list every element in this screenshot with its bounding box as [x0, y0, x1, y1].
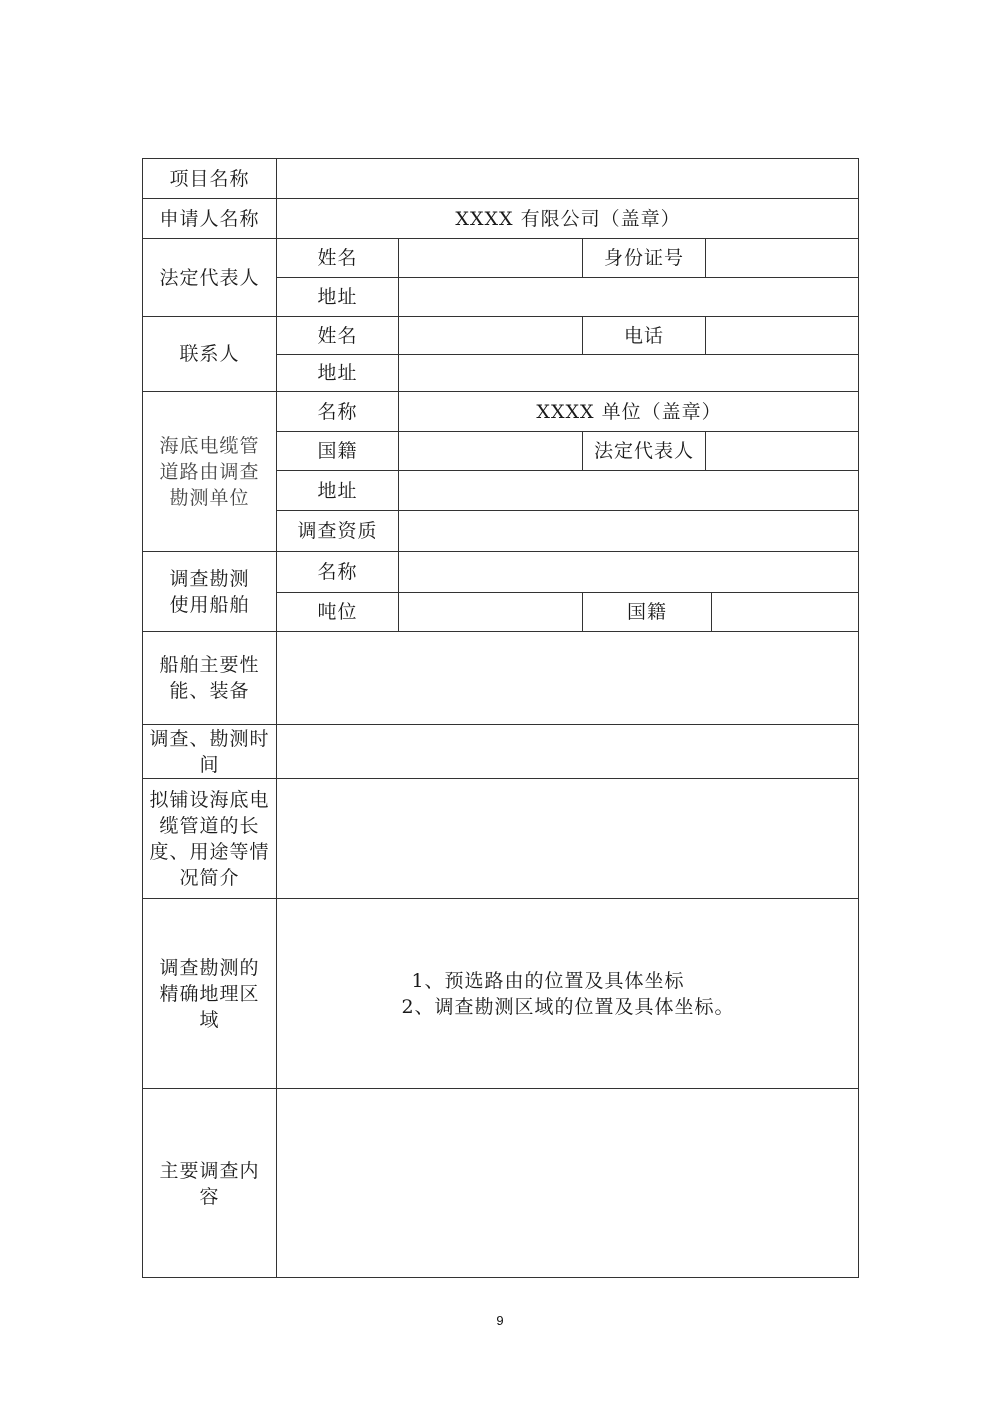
page-number: 9	[496, 1313, 504, 1328]
survey-unit-nationality-label: 国籍	[277, 432, 399, 471]
contact-name-label: 姓名	[277, 317, 399, 355]
survey-time-label: 调查、勘测时间	[143, 725, 277, 779]
legal-rep-address-field[interactable]	[399, 278, 859, 317]
legal-rep-label: 法定代表人	[143, 239, 277, 317]
survey-unit-legal-rep-field[interactable]	[706, 432, 859, 471]
main-content-label: 主要调查内容	[143, 1089, 277, 1278]
survey-unit-qualification-field[interactable]	[399, 511, 859, 552]
legal-rep-address-label: 地址	[277, 278, 399, 317]
vessel-nationality-field[interactable]	[712, 593, 859, 632]
contact-name-field[interactable]	[399, 317, 583, 355]
survey-unit-address-label: 地址	[277, 471, 399, 511]
survey-unit-legal-rep-label: 法定代表人	[583, 432, 706, 471]
legal-rep-id-field[interactable]	[706, 239, 859, 278]
contact-phone-field[interactable]	[706, 317, 859, 355]
survey-unit-label: 海底电缆管道路由调查勘测单位	[143, 392, 277, 552]
contact-phone-label: 电话	[583, 317, 706, 355]
cable-intro-field[interactable]	[277, 779, 859, 899]
applicant-name-field[interactable]: XXXX 有限公司（盖章）	[277, 199, 859, 239]
survey-region-label: 调查勘测的精确地理区域	[143, 899, 277, 1089]
vessel-label: 调查勘测使用船舶	[143, 552, 277, 632]
legal-rep-name-label: 姓名	[277, 239, 399, 278]
survey-unit-qualification-label: 调查资质	[277, 511, 399, 552]
vessel-performance-label: 船舶主要性能、装备	[143, 632, 277, 725]
cable-intro-label: 拟铺设海底电缆管道的长度、用途等情况简介	[143, 779, 277, 899]
survey-unit-name-label: 名称	[277, 392, 399, 432]
vessel-name-label: 名称	[277, 552, 399, 593]
legal-rep-id-label: 身份证号	[583, 239, 706, 278]
main-content-field[interactable]	[277, 1089, 859, 1278]
survey-region-field[interactable]	[277, 899, 859, 1089]
application-form-table	[142, 158, 859, 1278]
legal-rep-name-field[interactable]	[399, 239, 583, 278]
contact-address-label: 地址	[277, 355, 399, 392]
project-name-label: 项目名称	[143, 159, 277, 199]
survey-region-line-1: 1、预选路由的位置及具体坐标	[411, 969, 685, 992]
applicant-name-label: 申请人名称	[143, 199, 277, 239]
contact-address-field[interactable]	[399, 355, 859, 392]
vessel-name-field[interactable]	[399, 552, 859, 593]
survey-unit-name-field[interactable]: XXXX 单位（盖章）	[399, 392, 859, 432]
survey-region-line-2: 2、调查勘测区域的位置及具体坐标。	[401, 995, 735, 1018]
survey-unit-nationality-field[interactable]	[399, 432, 583, 471]
survey-unit-address-field[interactable]	[399, 471, 859, 511]
survey-time-field[interactable]	[277, 725, 859, 779]
vessel-nationality-label: 国籍	[583, 593, 712, 632]
vessel-tonnage-label: 吨位	[277, 593, 399, 632]
vessel-tonnage-field[interactable]	[399, 593, 583, 632]
contact-label: 联系人	[143, 317, 277, 392]
vessel-performance-field[interactable]	[277, 632, 859, 725]
project-name-field[interactable]	[277, 159, 859, 199]
